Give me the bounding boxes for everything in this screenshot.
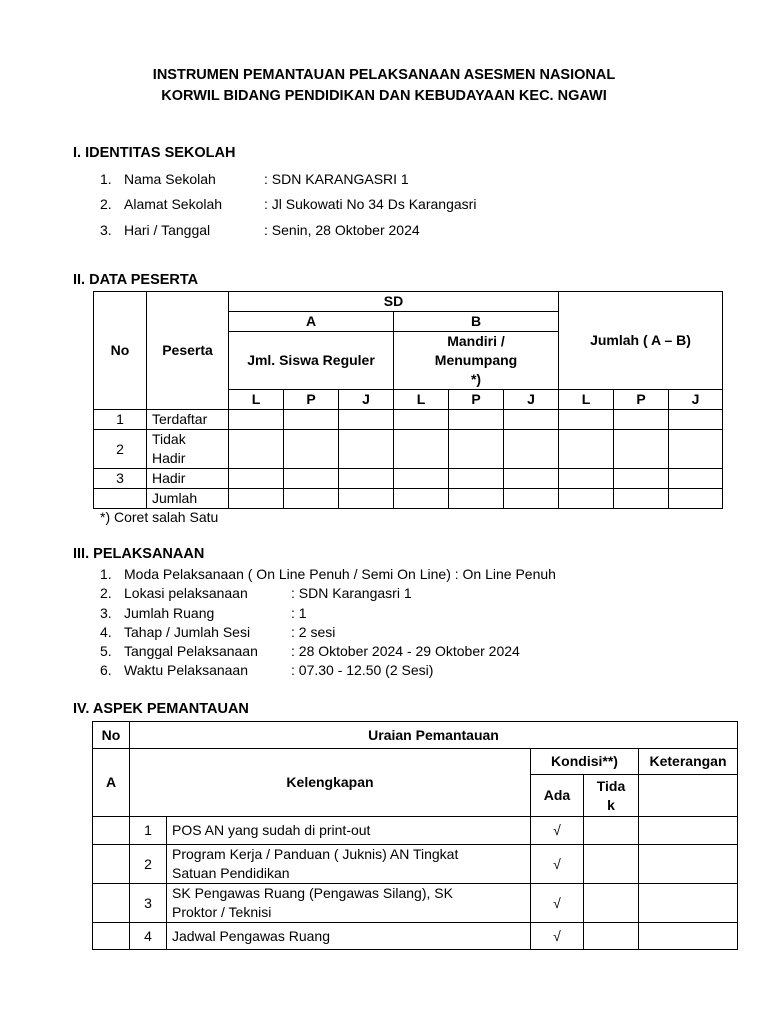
row-no (94, 489, 147, 509)
section-identitas-heading: I. IDENTITAS SEKOLAH (73, 145, 236, 161)
jml-siswa-reguler-header: Jml. Siswa Reguler (229, 332, 394, 390)
item-no: 3 (130, 884, 167, 923)
item-description-line1: Program Kerja / Panduan ( Juknis) AN Tingkat (172, 846, 459, 862)
group-b-header: B (394, 312, 559, 332)
data-cell (449, 469, 504, 489)
tidak-cell (584, 845, 639, 884)
identitas-label-3: Hari / Tanggal (124, 222, 211, 238)
ada-header: Ada (531, 775, 584, 817)
pelaksanaan-value-2: : SDN Karangasri 1 (291, 585, 412, 601)
table-row (93, 884, 738, 923)
row-label: Hadir (147, 469, 229, 489)
pelaksanaan-num-5: 5. (100, 643, 112, 659)
data-cell (559, 410, 614, 430)
table-row (93, 817, 738, 845)
pelaksanaan-label-6: Waktu Pelaksanaan (124, 662, 248, 678)
identitas-value-1: : SDN KARANGASRI 1 (264, 171, 409, 187)
keterangan-cell (639, 884, 738, 923)
section-pelaksanaan-heading: III. PELAKSANAAN (73, 546, 205, 562)
item-description (167, 884, 531, 923)
row-label-line1: Tidak (152, 431, 186, 447)
tidak-header (584, 775, 639, 817)
identitas-label-2: Alamat Sekolah (124, 196, 223, 212)
pelaksanaan-num-6: 6. (100, 662, 112, 678)
pelaksanaan-value-5: : 28 Oktober 2024 - 29 Oktober 2024 (291, 643, 520, 659)
data-cell (449, 489, 504, 509)
data-cell (669, 469, 723, 489)
ada-check: √ (531, 884, 584, 923)
table-row (93, 845, 738, 884)
data-cell (559, 430, 614, 469)
data-cell (614, 430, 669, 469)
pelaksanaan-num-1: 1. (100, 566, 112, 582)
sub-header: L (559, 390, 614, 410)
identitas-value-2: : Jl Sukowati No 34 Ds Karangasri (264, 196, 477, 212)
section-aspek-heading: IV. ASPEK PEMANTAUAN (73, 701, 249, 717)
section-peserta-heading: II. DATA PESERTA (73, 272, 199, 288)
aspek-a-label: A (93, 749, 130, 817)
data-cell (339, 469, 394, 489)
data-cell (339, 430, 394, 469)
uraian-pemantauan-header: Uraian Pemantauan (130, 722, 738, 749)
pelaksanaan-moda: Moda Pelaksanaan ( On Line Penuh / Semi On Line) : On Line Penuh (124, 566, 556, 582)
keterangan-cell (639, 817, 738, 845)
data-cell (614, 489, 669, 509)
table-row (94, 410, 723, 430)
sub-header: L (394, 390, 449, 410)
data-cell (229, 469, 284, 489)
identitas-num-2: 2. (100, 196, 112, 212)
mandiri-line2: Menumpang (434, 352, 518, 368)
table-row (94, 430, 723, 469)
document-title-line2: KORWIL BIDANG PENDIDIKAN DAN KEBUDAYAAN KEC. NGAWI (161, 88, 607, 104)
ada-check: √ (531, 845, 584, 884)
data-cell (669, 489, 723, 509)
sub-header: P (449, 390, 504, 410)
identitas-num-1: 1. (100, 171, 112, 187)
row-label: Terdaftar (147, 410, 229, 430)
sub-header: J (669, 390, 723, 410)
identitas-num-3: 3. (100, 222, 112, 238)
pelaksanaan-num-3: 3. (100, 605, 112, 621)
row-label: Jumlah (147, 489, 229, 509)
pelaksanaan-value-3: : 1 (291, 605, 307, 621)
data-cell (284, 410, 339, 430)
item-description: POS AN yang sudah di print-out (167, 817, 531, 845)
row-no: 2 (94, 430, 147, 469)
sd-header: SD (229, 292, 559, 312)
pelaksanaan-label-2: Lokasi pelaksanaan (124, 585, 248, 601)
empty-cell (93, 845, 130, 884)
data-cell (559, 469, 614, 489)
data-cell (449, 430, 504, 469)
data-cell (339, 410, 394, 430)
mandiri-line3: *) (470, 371, 482, 387)
group-a-header: A (229, 312, 394, 332)
sub-header: L (229, 390, 284, 410)
data-cell (559, 489, 614, 509)
kondisi-header: Kondisi**) (531, 749, 639, 775)
row-label-line2: Hadir (152, 450, 186, 466)
sub-header: P (284, 390, 339, 410)
sub-header: J (339, 390, 394, 410)
pelaksanaan-num-4: 4. (100, 624, 112, 640)
pelaksanaan-label-4: Tahap / Jumlah Sesi (124, 624, 251, 640)
data-cell (669, 410, 723, 430)
document-title-line1: INSTRUMEN PEMANTAUAN PELAKSANAAN ASESMEN NASIONAL (152, 67, 616, 83)
data-cell (394, 430, 449, 469)
mandiri-line1: Mandiri / (447, 333, 505, 349)
data-cell (229, 410, 284, 430)
identitas-label-1: Nama Sekolah (124, 171, 216, 187)
keterangan-header: Keterangan (639, 749, 738, 775)
keterangan-sub-empty (639, 775, 738, 817)
sub-header: J (504, 390, 559, 410)
empty-cell (93, 884, 130, 923)
data-cell (614, 469, 669, 489)
ada-check: √ (531, 923, 584, 950)
row-label (147, 430, 229, 469)
item-description (167, 845, 531, 884)
item-description-line2: Satuan Pendidikan (172, 865, 290, 881)
data-cell (229, 430, 284, 469)
table-row (93, 923, 738, 950)
pelaksanaan-label-5: Tanggal Pelaksanaan (124, 643, 258, 659)
jumlah-ab-header: Jumlah ( A – B) (559, 292, 723, 390)
sub-header: P (614, 390, 669, 410)
item-description-line2: Proktor / Teknisi (172, 904, 272, 920)
data-cell (339, 489, 394, 509)
tidak-line1: Tida (596, 777, 626, 794)
mandiri-menumpang-header (394, 332, 559, 390)
tidak-line2: k (607, 796, 615, 813)
item-no: 4 (130, 923, 167, 950)
data-cell (284, 469, 339, 489)
table-row (94, 469, 723, 489)
tidak-cell (584, 923, 639, 950)
row-no: 1 (94, 410, 147, 430)
row-no: 3 (94, 469, 147, 489)
data-cell (284, 430, 339, 469)
data-cell (284, 489, 339, 509)
pelaksanaan-num-2: 2. (100, 585, 112, 601)
col-no-header: No (94, 292, 147, 410)
empty-cell (93, 923, 130, 950)
aspek-col-no: No (93, 722, 130, 749)
data-cell (229, 489, 284, 509)
aspek-pemantauan-table (92, 721, 738, 950)
data-peserta-table (93, 291, 723, 509)
data-cell (614, 410, 669, 430)
pelaksanaan-label-3: Jumlah Ruang (124, 605, 215, 621)
pelaksanaan-value-6: : 07.30 - 12.50 (2 Sesi) (291, 662, 434, 678)
data-cell (394, 489, 449, 509)
data-cell (669, 430, 723, 469)
keterangan-cell (639, 923, 738, 950)
ada-check: √ (531, 817, 584, 845)
item-description: Jadwal Pengawas Ruang (167, 923, 531, 950)
data-cell (504, 430, 559, 469)
col-peserta-header: Peserta (147, 292, 229, 410)
data-cell (449, 410, 504, 430)
item-no: 1 (130, 817, 167, 845)
tidak-cell (584, 817, 639, 845)
item-description-line1: SK Pengawas Ruang (Pengawas Silang), SK (172, 885, 453, 901)
data-cell (504, 469, 559, 489)
tidak-cell (584, 884, 639, 923)
data-cell (394, 410, 449, 430)
data-cell (394, 469, 449, 489)
table-row (94, 489, 723, 509)
empty-cell (93, 817, 130, 845)
identitas-value-3: : Senin, 28 Oktober 2024 (264, 222, 420, 238)
kelengkapan-header: Kelengkapan (130, 749, 531, 817)
peserta-footnote: *) Coret salah Satu (100, 509, 219, 525)
keterangan-cell (639, 845, 738, 884)
data-cell (504, 489, 559, 509)
pelaksanaan-value-4: : 2 sesi (291, 624, 336, 640)
data-cell (504, 410, 559, 430)
item-no: 2 (130, 845, 167, 884)
